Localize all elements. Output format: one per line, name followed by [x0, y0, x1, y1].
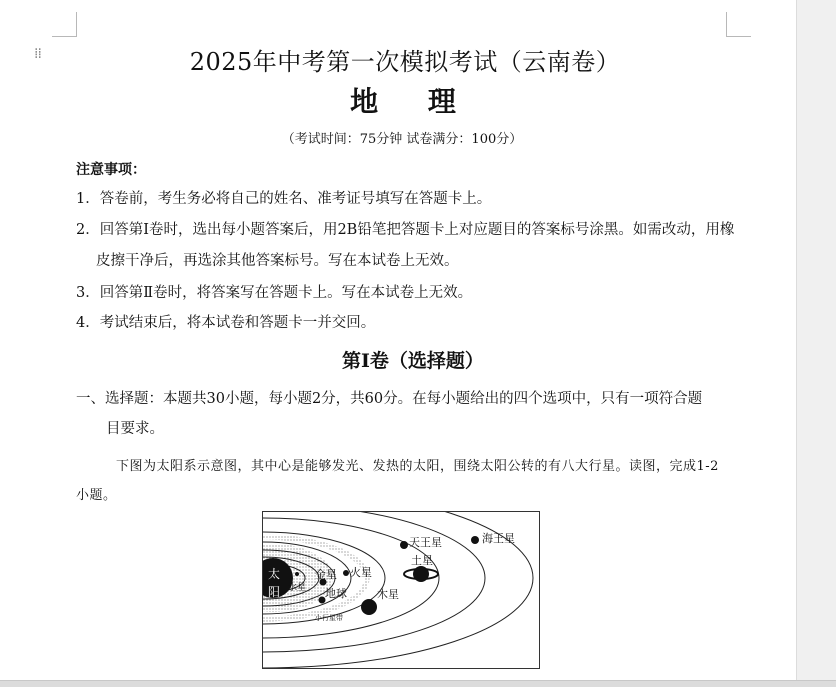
asteroid-belt-label: 小行星带	[315, 614, 343, 622]
exam-info: （考试时间：75分钟 试卷满分：100分）	[281, 132, 523, 147]
solar-system-diagram	[263, 512, 539, 668]
notice-heading: 注意事项：	[76, 162, 146, 178]
question-intro-continued: 目要求。	[106, 421, 164, 437]
sun-label: 太	[268, 567, 281, 581]
saturn-label: 土星	[411, 554, 433, 567]
sun-label: 阳	[268, 585, 281, 599]
question-intro: 一、选择题：本题共30小题，每小题2分，共60分。在每小题给出的四个选项中，只有一项符合题	[76, 391, 703, 407]
notice-item: 1．答卷前，考生务必将自己的姓名、准考证号填写在答题卡上。	[76, 191, 492, 207]
question-context-continued: 小题。	[76, 488, 117, 503]
earth-label: 地球	[325, 587, 347, 600]
mars	[343, 570, 349, 576]
question-context: 下图为太阳系示意图，其中心是能够发光、发热的太阳，围绕太阳公转的有八大行星。读图，完成1-2	[116, 459, 719, 474]
notice-item: 3．回答第Ⅱ卷时，将答案写在答题卡上。写在本试卷上无效。	[76, 285, 473, 301]
mercury-label: 水星	[288, 583, 307, 593]
neptune	[471, 536, 479, 544]
mars-label: 火星	[350, 566, 372, 579]
solar-system-figure	[262, 511, 540, 669]
uranus	[400, 541, 408, 549]
page-corner-mark-top-left	[52, 12, 77, 37]
subject-title: 地 理	[350, 85, 476, 118]
vertical-scrollbar[interactable]	[796, 0, 836, 680]
notice-item: 4．考试结束后，将本试卷和答题卡一并交回。	[76, 315, 376, 331]
notice-item: 2．回答第Ⅰ卷时，选出每小题答案后，用2B铅笔把答题卡上对应题目的答案标号涂黑。如需改动，用橡	[76, 222, 735, 238]
section-title: 第Ⅰ卷（选择题）	[342, 350, 484, 372]
exam-title: 2025年中考第一次模拟考试（云南卷）	[189, 48, 621, 76]
jupiter	[361, 599, 377, 615]
drag-handle-icon[interactable]: ⁞⁞	[34, 46, 41, 62]
mercury	[295, 572, 299, 576]
neptune-label: 海王星	[482, 532, 515, 545]
uranus-label: 天王星	[409, 536, 442, 549]
venus-label: 金星	[315, 568, 337, 581]
page-corner-mark-top-right	[726, 12, 751, 37]
saturn	[413, 566, 429, 582]
notice-item-continued: 皮擦干净后，再选涂其他答案标号。写在本试卷上无效。	[96, 253, 459, 269]
jupiter-label: 木星	[377, 588, 399, 601]
